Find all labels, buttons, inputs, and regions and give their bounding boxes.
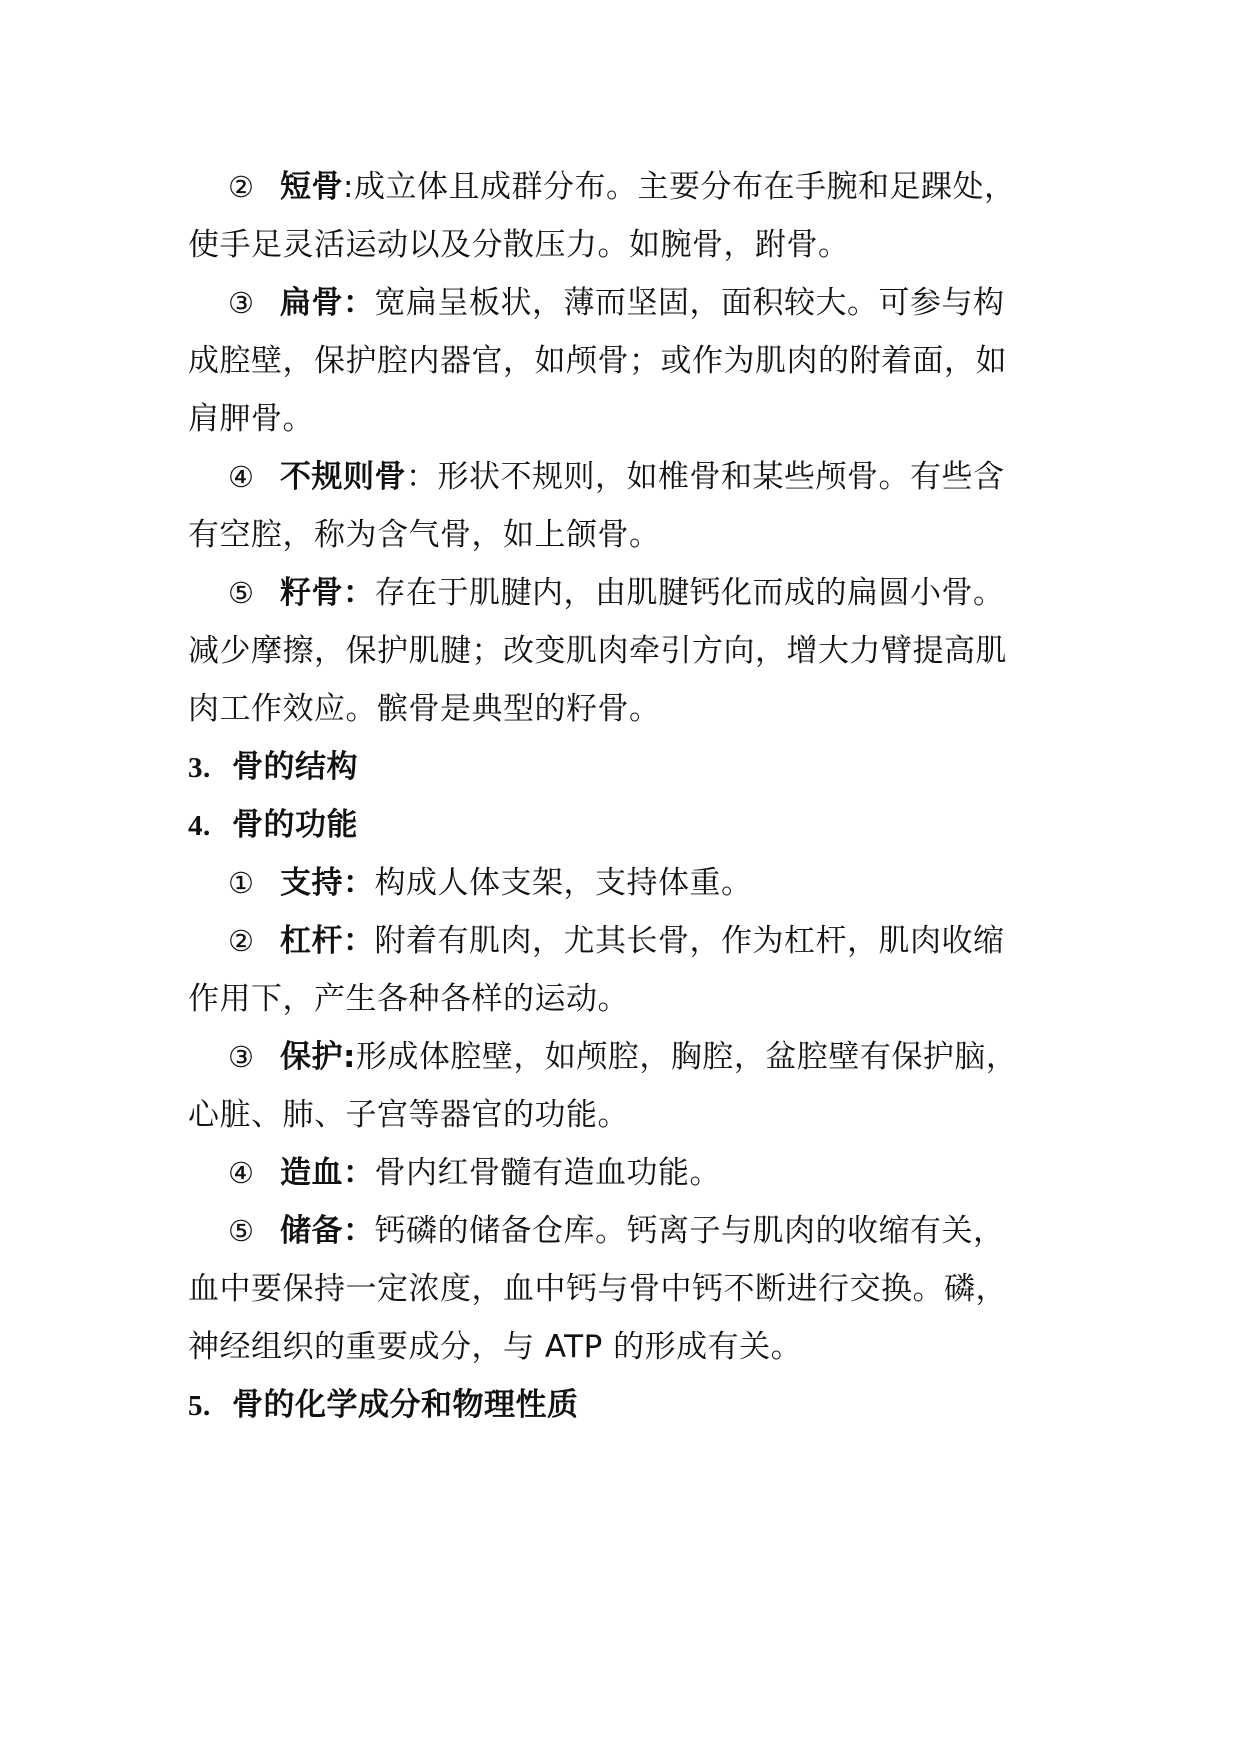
- list-item-flat-bone: [228, 283, 1005, 323]
- list-item-lever: [228, 921, 1005, 961]
- paragraph-continuation: 成腔壁，保护腔内器官，如颅骨；或作为肌肉的附着面，如: [188, 343, 1007, 379]
- item-term: 短骨: [280, 169, 343, 205]
- section-heading-5: [188, 1385, 579, 1426]
- item-text: 宽扁呈板状，薄而坚固，面积较大。可参与构: [374, 285, 1005, 321]
- item-term: 支持：: [280, 865, 375, 901]
- item-marker: ②: [228, 170, 255, 204]
- item-text: ：形状不规则，如椎骨和某些颅骨。有些含: [406, 459, 1005, 495]
- heading-text: 骨的功能: [232, 807, 358, 843]
- item-text: 构成人体支架，支持体重。: [374, 865, 753, 901]
- paragraph-continuation: 作用下，产生各种各样的运动。: [188, 981, 629, 1017]
- item-marker: ④: [228, 1156, 255, 1190]
- item-marker: ②: [228, 924, 255, 958]
- item-term: 造血：: [280, 1155, 375, 1191]
- paragraph-continuation: 肩胛骨。: [188, 401, 314, 437]
- item-marker: ④: [228, 460, 255, 494]
- list-item-short-bone: [228, 167, 1015, 207]
- heading-number: 5.: [188, 1390, 211, 1422]
- item-term: 杠杆：: [280, 923, 375, 959]
- item-term: 储备：: [280, 1213, 375, 1249]
- item-text: 钙磷的储备仓库。钙离子与肌肉的收缩有关，: [374, 1213, 1005, 1249]
- paragraph-continuation: 肉工作效应。髌骨是典型的籽骨。: [188, 691, 661, 727]
- item-marker: ⑤: [228, 576, 255, 610]
- item-text: 附着有肌肉，尤其长骨，作为杠杆，肌肉收缩: [374, 923, 1005, 959]
- list-item-storage: [228, 1211, 1005, 1251]
- list-item-sesamoid-bone: [228, 573, 1005, 613]
- item-text: 形成体腔壁，如颅腔，胸腔，盆腔壁有保护脑，: [355, 1039, 1018, 1075]
- paragraph-continuation: 血中要保持一定浓度，血中钙与骨中钙不断进行交换。磷，: [188, 1271, 1007, 1307]
- paragraph-continuation: 心脏、肺、子宫等器官的功能。: [188, 1097, 629, 1133]
- heading-text: 骨的化学成分和物理性质: [232, 1387, 579, 1423]
- item-marker: ③: [228, 1040, 255, 1074]
- item-term: 扁骨：: [280, 285, 375, 321]
- item-term: 不规则骨: [280, 459, 406, 495]
- list-item-irregular-bone: [228, 457, 1005, 497]
- list-item-support: [228, 863, 753, 903]
- item-text: :成立体且成群分布。主要分布在手腕和足踝处，: [343, 169, 1016, 205]
- heading-number: 4.: [188, 810, 211, 842]
- paragraph-continuation: 有空腔，称为含气骨，如上颌骨。: [188, 517, 661, 553]
- item-text: 存在于肌腱内，由肌腱钙化而成的扁圆小骨。: [374, 575, 1005, 611]
- paragraph-continuation: 神经组织的重要成分，与 ATP 的形成有关。: [188, 1329, 803, 1365]
- item-text: 骨内红骨髓有造血功能。: [374, 1155, 721, 1191]
- heading-text: 骨的结构: [232, 749, 358, 785]
- paragraph-continuation: 减少摩擦，保护肌腱；改变肌肉牵引方向，增大力臂提高肌: [188, 633, 1007, 669]
- item-marker: ⑤: [228, 1214, 255, 1248]
- list-item-protection: [228, 1037, 1017, 1077]
- section-heading-4: [188, 805, 358, 846]
- list-item-hematopoiesis: [228, 1153, 721, 1193]
- heading-number: 3.: [188, 752, 211, 784]
- paragraph-continuation: 使手足灵活运动以及分散压力。如腕骨，跗骨。: [188, 227, 850, 263]
- item-marker: ③: [228, 286, 255, 320]
- section-heading-3: [188, 747, 358, 788]
- item-marker: ①: [228, 866, 255, 900]
- item-term: 保护:: [280, 1039, 356, 1075]
- item-term: 籽骨：: [280, 575, 375, 611]
